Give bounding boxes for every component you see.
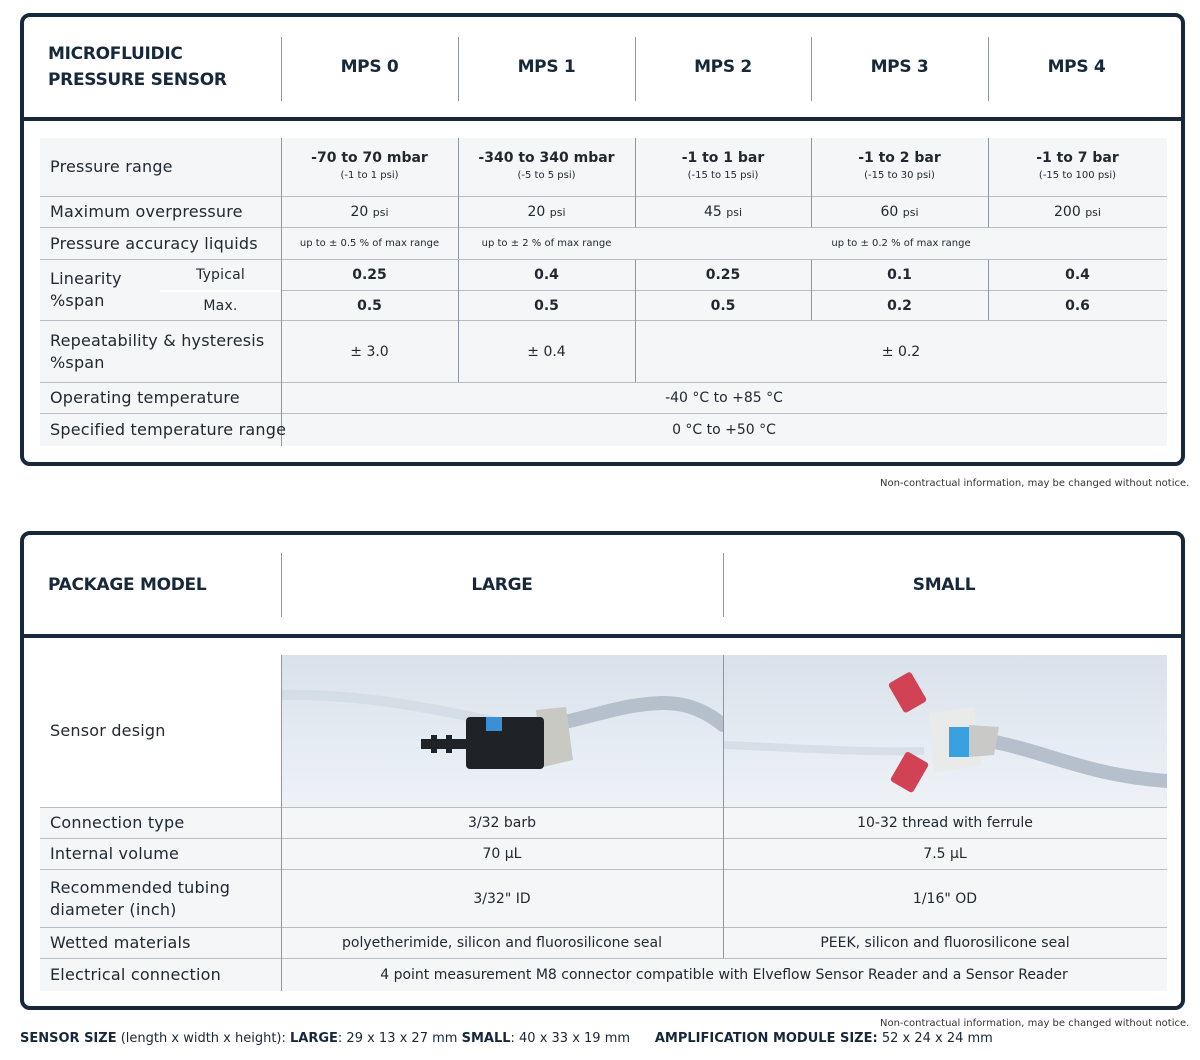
large-sensor-icon: [281, 655, 723, 807]
overpressure-mps4: [988, 197, 1167, 227]
overpressure-unit: psi: [372, 205, 389, 219]
model-header-mps1: MPS 1: [517, 57, 576, 77]
pressure-range-psi: (-5 to 5 psi): [517, 170, 576, 181]
connection-large: 3/32 barb: [468, 815, 536, 831]
row-label-max-overpressure: Maximum overpressure: [50, 202, 243, 221]
pressure-range-psi: (-15 to 15 psi): [687, 170, 759, 181]
package-model-table: [20, 531, 1185, 1010]
row-label-accuracy: Pressure accuracy liquids: [50, 233, 258, 253]
package-table-header: [24, 535, 1181, 638]
pressure-range-psi: (-15 to 100 psi): [1038, 170, 1117, 181]
overpressure-number: 200: [1054, 204, 1081, 220]
package-header-small: SMALL: [912, 574, 976, 595]
operating-temp-value: -40 °C to +85 °C: [665, 390, 783, 406]
disclaimer-note-2: Non-contractual information, may be changed without notice.: [880, 1018, 1190, 1029]
accuracy-mps1: up to ± 2 % of max range: [481, 238, 612, 249]
pressure-range-mps4: [988, 138, 1167, 196]
repeatability-mps0: ± 3.0: [350, 343, 389, 360]
row-label-pressure-range: Pressure range: [50, 157, 173, 176]
row-label-sensor-design: Sensor design: [50, 721, 166, 740]
sensor-size-label: SENSOR SIZE: [20, 1031, 117, 1046]
linearity-max-mps0: 0.5: [357, 297, 382, 314]
tubing-small: 1/16" OD: [912, 890, 978, 907]
small-size-label: SMALL: [461, 1031, 511, 1046]
model-header-mps0: MPS 0: [340, 57, 399, 77]
overpressure-mps3: [811, 197, 988, 227]
materials-large: polyetherimide, silicon and fluorosilicone seal: [342, 935, 662, 951]
sensor-table-header: [24, 17, 1181, 121]
model-header-mps3: MPS 3: [870, 57, 929, 77]
amp-size-value: 52 x 24 x 24 mm: [877, 1031, 993, 1046]
large-size-label: LARGE: [290, 1031, 338, 1046]
pressure-range-psi: (-15 to 30 psi): [864, 170, 935, 181]
pressure-range-main: -1 to 1 bar: [681, 150, 765, 166]
accuracy-mps0: up to ± 0.5 % of max range: [299, 238, 440, 249]
linearity-typical-mps1: 0.4: [534, 267, 559, 283]
pressure-range-psi: (-1 to 1 psi): [340, 170, 399, 181]
linearity-typical-mps3: 0.1: [887, 267, 912, 283]
model-header-mps4: MPS 4: [1047, 57, 1106, 77]
pressure-range-main: -340 to 340 mbar: [478, 150, 615, 166]
sensor-size-desc: (length x width x height):: [116, 1031, 291, 1046]
linearity-typical-mps0: 0.25: [352, 267, 387, 283]
amp-size-label: AMPLIFICATION MODULE SIZE:: [654, 1031, 878, 1046]
overpressure-mps1: [458, 197, 635, 227]
row-label-operating-temp: Operating temperature: [50, 388, 240, 407]
accuracy-mps2-4: up to ± 0.2 % of max range: [831, 238, 971, 249]
disclaimer-note: Non-contractual information, may be changed without notice.: [880, 478, 1190, 489]
overpressure-mps2: [635, 197, 811, 227]
sensor-table-title: MICROFLUIDIC PRESSURE SENSOR: [48, 44, 227, 90]
pressure-range-main: -1 to 2 bar: [858, 150, 941, 166]
pressure-range-main: -1 to 7 bar: [1036, 150, 1119, 166]
package-table-title: PACKAGE MODEL: [48, 574, 207, 595]
sensor-spec-table: [20, 13, 1185, 466]
connection-small: 10-32 thread with ferrule: [857, 815, 1033, 831]
volume-large: 70 µL: [482, 846, 522, 862]
size-footer: [20, 1031, 993, 1046]
overpressure-unit: psi: [1085, 205, 1101, 219]
large-size-value: : 29 x 13 x 27 mm: [337, 1031, 462, 1046]
tubing-large: 3/32" ID: [473, 890, 531, 907]
pressure-range-mps3: [811, 138, 988, 196]
pressure-range-mps1: [458, 138, 635, 196]
linearity-typical-mps4: 0.4: [1065, 267, 1090, 283]
row-label-specified-temp: Specified temperature range: [50, 420, 287, 439]
overpressure-unit: psi: [902, 205, 919, 219]
row-label-tubing: Recommended tubing diameter (inch): [50, 877, 231, 919]
small-sensor-photo: [724, 655, 1167, 807]
electrical-value: 4 point measurement M8 connector compatible with Elveflow Sensor Reader and a Sensor Reader: [380, 967, 1068, 983]
overpressure-number: 20: [527, 204, 546, 220]
linearity-max-mps2: 0.5: [710, 297, 736, 314]
row-label-connection-type: Connection type: [50, 813, 185, 832]
large-sensor-photo: [281, 655, 723, 807]
overpressure-number: 20: [350, 204, 369, 220]
materials-small: PEEK, silicon and fluorosilicone seal: [820, 935, 1070, 951]
row-label-internal-volume: Internal volume: [50, 844, 180, 863]
package-header-large: LARGE: [471, 574, 533, 595]
pressure-range-mps2: [635, 138, 811, 196]
specified-temp-value: 0 °C to +50 °C: [672, 422, 776, 438]
overpressure-unit: psi: [726, 205, 743, 219]
repeatability-mps2-4: ± 0.2: [881, 343, 921, 360]
row-label-wetted-materials: Wetted materials: [50, 933, 191, 952]
linearity-typical-label: Typical: [196, 267, 245, 283]
linearity-max-mps4: 0.6: [1065, 297, 1090, 314]
overpressure-mps0: [281, 197, 458, 227]
small-sensor-icon: [724, 655, 1167, 807]
row-label-linearity: Linearity %span: [50, 269, 122, 310]
overpressure-number: 45: [703, 204, 722, 220]
row-label-repeatability: Repeatability & hysteresis %span: [50, 330, 265, 372]
linearity-typical-mps2: 0.25: [705, 267, 741, 283]
pressure-range-main: -70 to 70 mbar: [311, 150, 428, 166]
overpressure-number: 60: [880, 204, 899, 220]
repeatability-mps1: ± 0.4: [527, 343, 566, 360]
model-header-mps2: MPS 2: [694, 57, 752, 77]
volume-small: 7.5 µL: [923, 846, 967, 862]
linearity-max-label: Max.: [203, 297, 238, 314]
linearity-max-mps3: 0.2: [887, 297, 912, 314]
pressure-range-mps0: [281, 138, 458, 196]
small-size-value: : 40 x 33 x 19 mm: [510, 1031, 631, 1046]
overpressure-unit: psi: [549, 205, 566, 219]
row-label-electrical: Electrical connection: [50, 965, 221, 984]
linearity-max-mps1: 0.5: [534, 297, 559, 314]
